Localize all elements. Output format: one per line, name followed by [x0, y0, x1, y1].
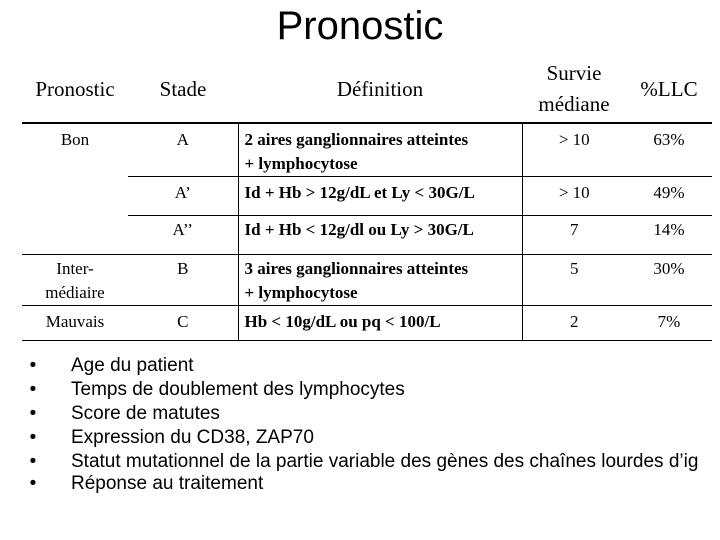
table-row [22, 306, 712, 341]
prognostic-factors-list [26, 354, 706, 496]
cell-llc: 63% [653, 130, 685, 149]
list-item-text: Statut mutationnel de la partie variable des gènes des chaînes lourdes d’ig [71, 451, 699, 472]
list-item-text: Age du patient [71, 355, 194, 376]
cell-definition [238, 123, 522, 177]
cell-survie: > 10 [522, 177, 626, 216]
list-item [26, 378, 706, 402]
table-row [22, 216, 712, 255]
header-survie [522, 56, 626, 123]
bullet-icon: • [29, 451, 37, 472]
slide-title: Pronostic [276, 4, 444, 48]
list-item [26, 354, 706, 378]
cell-pronostic-line2: médiaire [45, 283, 105, 302]
cell-pronostic: Bon [60, 130, 90, 149]
cell-definition: Id + Hb > 12g/dL et Ly < 30G/L [238, 177, 522, 216]
list-item [26, 472, 706, 496]
cell-llc: 7% [626, 306, 712, 341]
cell-survie: 2 [522, 306, 626, 341]
list-item [26, 450, 706, 472]
header-stade: Stade [128, 56, 238, 123]
cell-definition: Hb < 10g/dL ou pq < 100/L [238, 306, 522, 341]
cell-stade: C [128, 306, 238, 341]
cell-pronostic [22, 177, 128, 216]
cell-pronostic: Mauvais [22, 306, 128, 341]
header-survie-line1: Survie [546, 61, 602, 85]
cell-survie: 7 [522, 216, 626, 255]
pronostic-table [22, 56, 712, 341]
list-item-text: Réponse au traitement [71, 473, 264, 494]
cell-pronostic-line1: Inter- [56, 259, 94, 278]
cell-definition [238, 255, 522, 306]
header-pronostic: Pronostic [22, 56, 128, 123]
cell-definition-line2: + lymphocytose [244, 283, 358, 302]
cell-stade: A’’ [128, 216, 238, 255]
list-item-text: Temps de doublement des lymphocytes [71, 379, 405, 400]
list-item [26, 402, 706, 426]
cell-stade: B [128, 255, 238, 306]
cell-survie: > 10 [522, 123, 626, 177]
header-llc: %LLC [626, 56, 712, 123]
table-header-row [22, 56, 712, 123]
cell-stade: A’ [128, 177, 238, 216]
table-row [22, 255, 712, 306]
table-row [22, 123, 712, 177]
cell-stade: A [176, 130, 189, 149]
cell-definition: Id + Hb < 12g/dl ou Ly > 30G/L [238, 216, 522, 255]
cell-llc: 14% [626, 216, 712, 255]
list-item-text: Expression du CD38, ZAP70 [71, 427, 314, 448]
cell-definition-line2: + lymphocytose [244, 154, 358, 173]
bullet-icon: • [29, 355, 37, 376]
header-definition: Définition [238, 56, 522, 123]
bullet-icon: • [29, 427, 37, 448]
cell-definition-line1: 3 aires ganglionnaires atteintes [244, 259, 469, 278]
table-row [22, 177, 712, 216]
header-survie-line2: médiane [538, 92, 610, 116]
cell-survie: 5 [522, 255, 626, 306]
cell-definition-line1: 2 aires ganglionnaires atteintes [244, 130, 469, 149]
cell-pronostic [22, 255, 128, 306]
cell-llc: 49% [626, 177, 712, 216]
cell-pronostic [22, 216, 128, 255]
bullet-icon: • [29, 379, 37, 400]
bullet-icon: • [29, 403, 37, 424]
cell-llc: 30% [626, 255, 712, 306]
list-item-text: Score de matutes [71, 403, 220, 424]
bullet-icon: • [29, 473, 37, 494]
list-item [26, 426, 706, 450]
